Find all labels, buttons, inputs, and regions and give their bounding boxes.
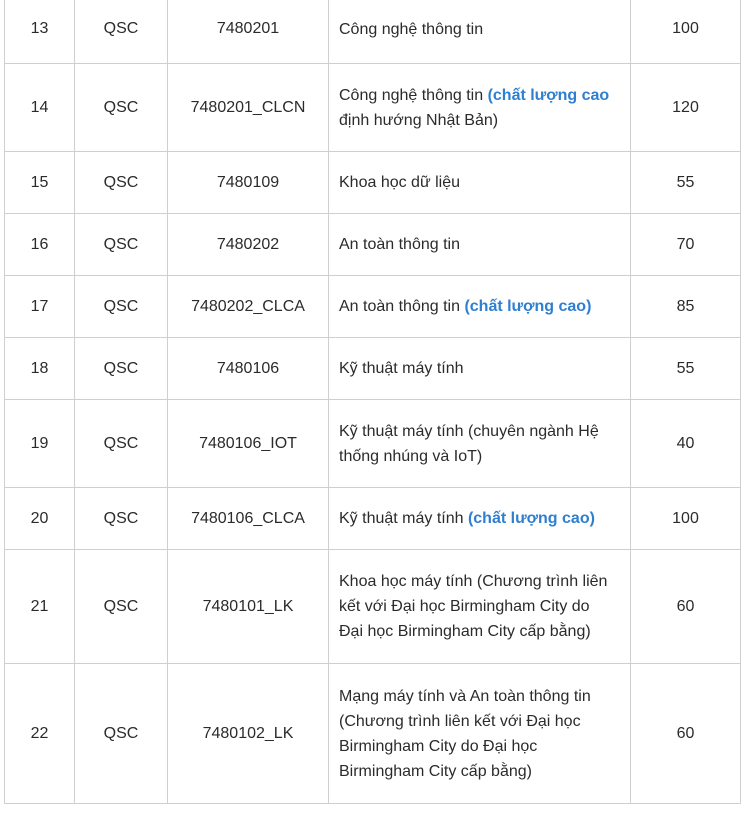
- major-name-text: An toàn thông tin: [339, 236, 460, 253]
- quota-cell: 40: [631, 400, 741, 488]
- major-code-cell: 7480201: [168, 0, 329, 64]
- table-row: [5, 214, 741, 276]
- table-row: [5, 550, 741, 664]
- major-name-cell: [329, 664, 631, 804]
- major-name-cell: [329, 214, 631, 276]
- admission-table: [4, 0, 741, 804]
- school-code-cell: QSC: [75, 488, 168, 550]
- major-name-text: Kỹ thuật máy tính: [339, 510, 468, 527]
- major-code-cell: 7480202: [168, 214, 329, 276]
- program-highlight-text: (chất lượng cao): [467, 510, 595, 527]
- quota-cell: 55: [631, 152, 741, 214]
- row-number-cell: 15: [5, 152, 75, 214]
- major-code-cell: 7480102_LK: [168, 664, 329, 804]
- row-number-cell: 17: [5, 276, 75, 338]
- major-code-cell: 7480109: [168, 152, 329, 214]
- major-name-cell: [329, 338, 631, 400]
- major-code-cell: 7480202_CLCA: [168, 276, 329, 338]
- major-name-text: Khoa học máy tính (Chương trình liên kết với Đại học Birmingham City do Đại học Birmingham City cấp bằng): [339, 573, 608, 640]
- major-name-cell: [329, 400, 631, 488]
- row-number-cell: 21: [5, 550, 75, 664]
- row-number-cell: 14: [5, 64, 75, 152]
- major-name-text: Kỹ thuật máy tính (chuyên ngành Hệ thống nhúng và IoT): [339, 422, 599, 465]
- major-code-cell: 7480106_IOT: [168, 400, 329, 488]
- major-name-cell: [329, 0, 631, 64]
- major-name-text: Công nghệ thông tin: [339, 20, 484, 38]
- school-code-cell: QSC: [75, 550, 168, 664]
- major-name-text: Khoa học dữ liệu: [339, 174, 461, 191]
- table-row: [5, 276, 741, 338]
- program-highlight-text: (chất lượng cao): [464, 298, 592, 315]
- major-name-cell: [329, 276, 631, 338]
- major-code-cell: 7480106_CLCA: [168, 488, 329, 550]
- school-code-cell: QSC: [75, 214, 168, 276]
- row-number-cell: 16: [5, 214, 75, 276]
- row-number-cell: 13: [5, 0, 75, 64]
- quota-cell: 100: [631, 488, 741, 550]
- school-code-cell: QSC: [75, 0, 168, 64]
- major-name-cell: [329, 488, 631, 550]
- program-highlight-text: (chất lượng cao: [487, 86, 610, 104]
- table-row: [5, 400, 741, 488]
- quota-cell: 70: [631, 214, 741, 276]
- table-row: [5, 152, 741, 214]
- quota-cell: 60: [631, 664, 741, 804]
- row-number-cell: 20: [5, 488, 75, 550]
- quota-cell: 100: [631, 0, 741, 64]
- row-number-cell: 22: [5, 664, 75, 804]
- quota-cell: 120: [631, 64, 741, 152]
- row-number-cell: 19: [5, 400, 75, 488]
- major-name-text: An toàn thông tin: [339, 298, 465, 315]
- quota-cell: 55: [631, 338, 741, 400]
- major-name-text: định hướng Nhật Bản): [339, 111, 499, 129]
- table-row: [5, 664, 741, 804]
- row-number-cell: 18: [5, 338, 75, 400]
- table-body: [5, 0, 741, 804]
- major-name-cell: [329, 550, 631, 664]
- major-name-text: Kỹ thuật máy tính: [339, 360, 464, 377]
- school-code-cell: QSC: [75, 152, 168, 214]
- quota-cell: 60: [631, 550, 741, 664]
- major-name-cell: [329, 64, 631, 152]
- table-row: [5, 338, 741, 400]
- school-code-cell: QSC: [75, 64, 168, 152]
- major-name-text: Công nghệ thông tin: [339, 86, 488, 104]
- quota-cell: 85: [631, 276, 741, 338]
- major-name-text: Mạng máy tính và An toàn thông tin (Chương trình liên kết với Đại học Birmingham City do Đại học Birmingham City cấp bằng): [339, 687, 591, 780]
- table-row: [5, 64, 741, 152]
- school-code-cell: QSC: [75, 664, 168, 804]
- major-code-cell: 7480201_CLCN: [168, 64, 329, 152]
- school-code-cell: QSC: [75, 400, 168, 488]
- major-code-cell: 7480101_LK: [168, 550, 329, 664]
- school-code-cell: QSC: [75, 276, 168, 338]
- table-row: [5, 0, 741, 64]
- major-code-cell: 7480106: [168, 338, 329, 400]
- table-row: [5, 488, 741, 550]
- school-code-cell: QSC: [75, 338, 168, 400]
- major-name-cell: [329, 152, 631, 214]
